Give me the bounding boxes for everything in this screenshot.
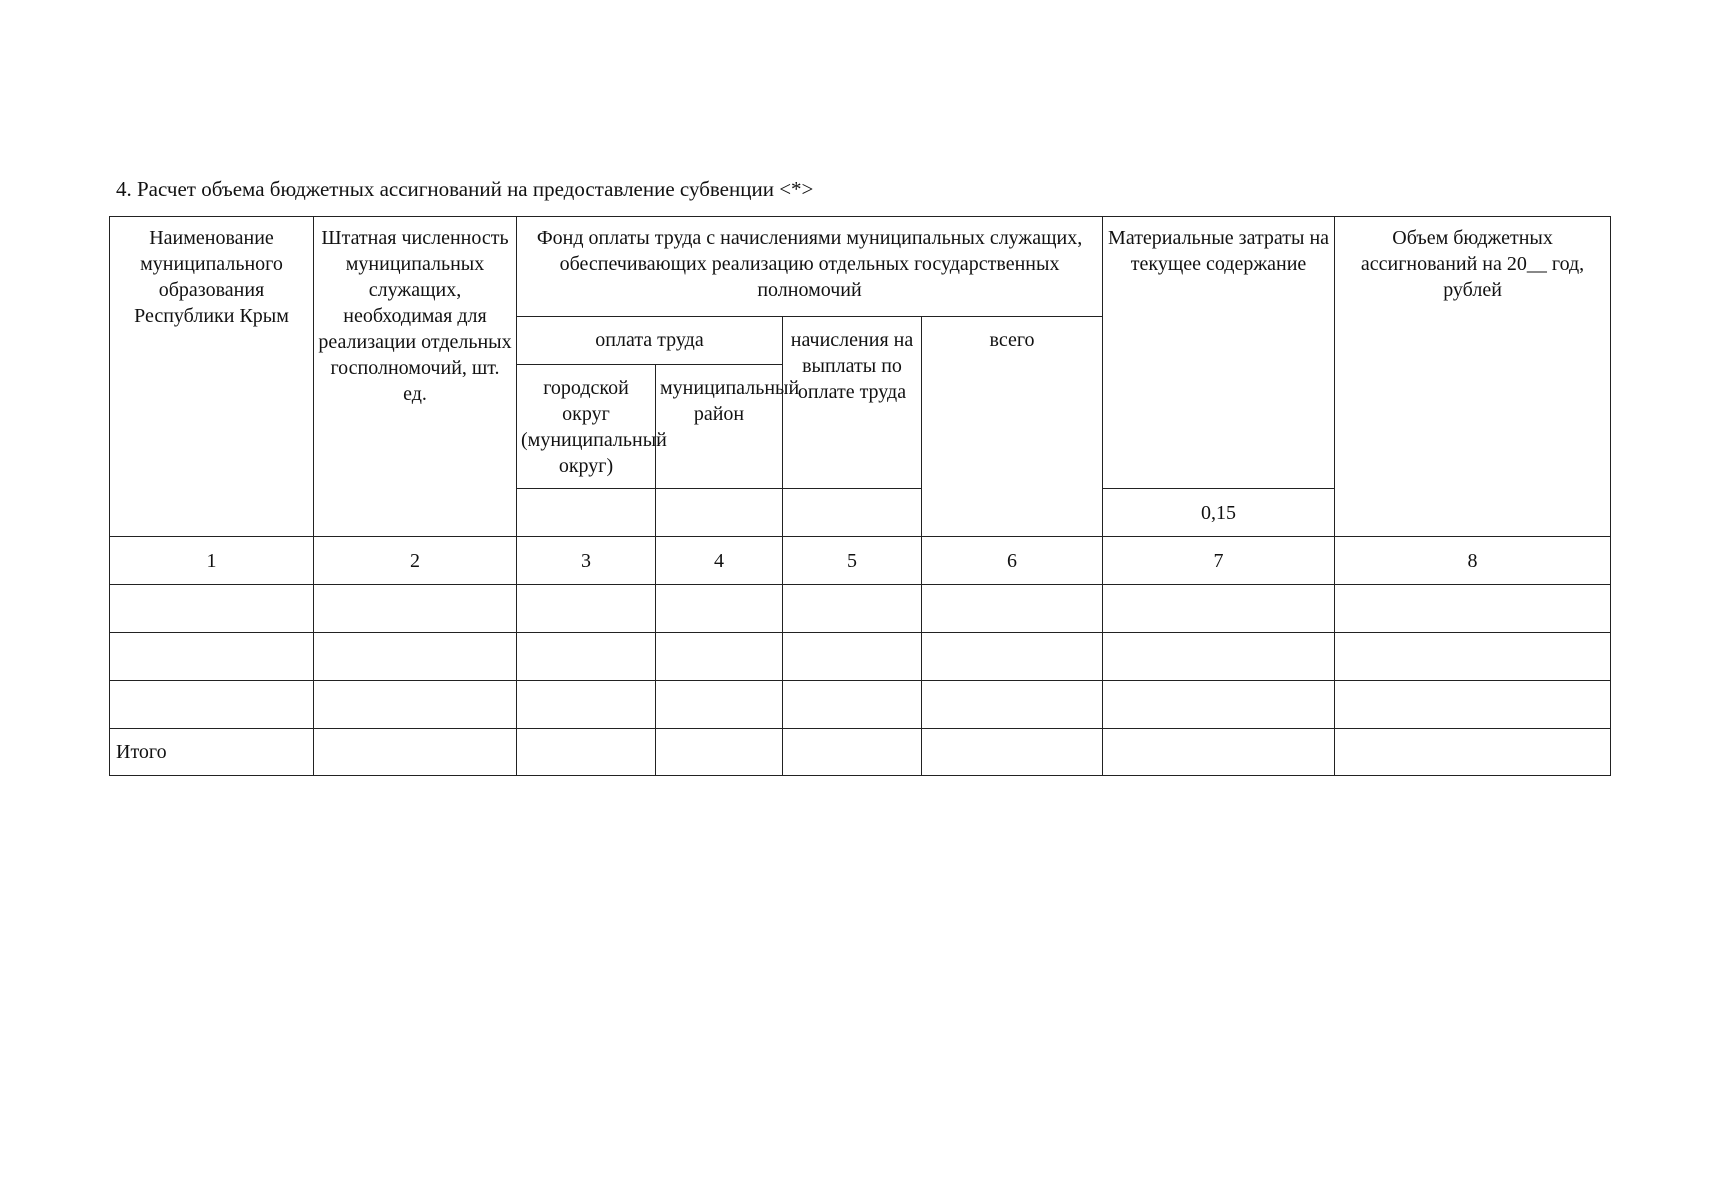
column-number: 6: [922, 537, 1103, 585]
data-cell: [783, 585, 922, 633]
header-total: всего: [922, 317, 1103, 537]
data-cell: [1103, 633, 1335, 681]
data-cell: [922, 681, 1103, 729]
data-cell: [314, 729, 517, 776]
data-cell: [783, 681, 922, 729]
header-payroll-fund-group: Фонд оплаты труда с начислениями муниципальных служащих, обеспечивающих реализацию отдельных государственных полномочий: [517, 217, 1103, 317]
header-blank-cell: [783, 489, 922, 537]
header-accruals: начисления на выплаты по оплате труда: [783, 317, 922, 489]
data-cell: [922, 729, 1103, 776]
data-cell: [1103, 585, 1335, 633]
total-label: Итого: [110, 729, 314, 776]
column-number: 5: [783, 537, 922, 585]
column-number: 4: [656, 537, 783, 585]
data-cell: [1335, 585, 1611, 633]
table-row: [110, 633, 1611, 681]
data-cell: [1103, 729, 1335, 776]
data-cell: [110, 633, 314, 681]
data-cell: [1335, 681, 1611, 729]
data-cell: [656, 585, 783, 633]
data-cell: [314, 681, 517, 729]
data-cell: [1335, 633, 1611, 681]
header-city-district: городской округ (муниципальный округ): [517, 365, 656, 489]
data-cell: [517, 585, 656, 633]
header-blank-cell: [656, 489, 783, 537]
header-municipality-name: Наименование муниципального образования Республики Крым: [110, 217, 314, 537]
document-title: 4. Расчет объема бюджетных ассигнований на предоставление субвенции <*>: [116, 177, 814, 201]
column-number-row: [110, 537, 1611, 585]
budget-calculation-table: [109, 216, 1611, 776]
column-number: 7: [1103, 537, 1335, 585]
header-blank-cell: [517, 489, 656, 537]
data-cell: [517, 633, 656, 681]
data-cell: [517, 729, 656, 776]
header-wages-group: оплата труда: [517, 317, 783, 365]
data-cell: [314, 585, 517, 633]
header-budget-allocation: Объем бюджетных ассигнований на 20__ год, рублей: [1335, 217, 1611, 537]
data-cell: [110, 681, 314, 729]
column-number: 3: [517, 537, 656, 585]
table-row: [110, 585, 1611, 633]
header-staff-count: Штатная численность муниципальных служащих, необходимая для реализации отдельных госполномочий, шт. ед.: [314, 217, 517, 537]
column-number: 2: [314, 537, 517, 585]
header-municipal-area: муниципальный район: [656, 365, 783, 489]
data-cell: [656, 729, 783, 776]
data-cell: [656, 633, 783, 681]
coefficient-value: 0,15: [1103, 489, 1335, 537]
data-cell: [922, 633, 1103, 681]
data-cell: [314, 633, 517, 681]
column-number: 8: [1335, 537, 1611, 585]
total-row: [110, 729, 1611, 776]
data-cell: [656, 681, 783, 729]
data-cell: [110, 585, 314, 633]
data-cell: [517, 681, 656, 729]
header-material-costs: Материальные затраты на текущее содержание: [1103, 217, 1335, 489]
data-cell: [922, 585, 1103, 633]
data-cell: [1103, 681, 1335, 729]
column-number: 1: [110, 537, 314, 585]
table-row: [110, 681, 1611, 729]
data-cell: [783, 633, 922, 681]
data-cell: [783, 729, 922, 776]
data-cell: [1335, 729, 1611, 776]
